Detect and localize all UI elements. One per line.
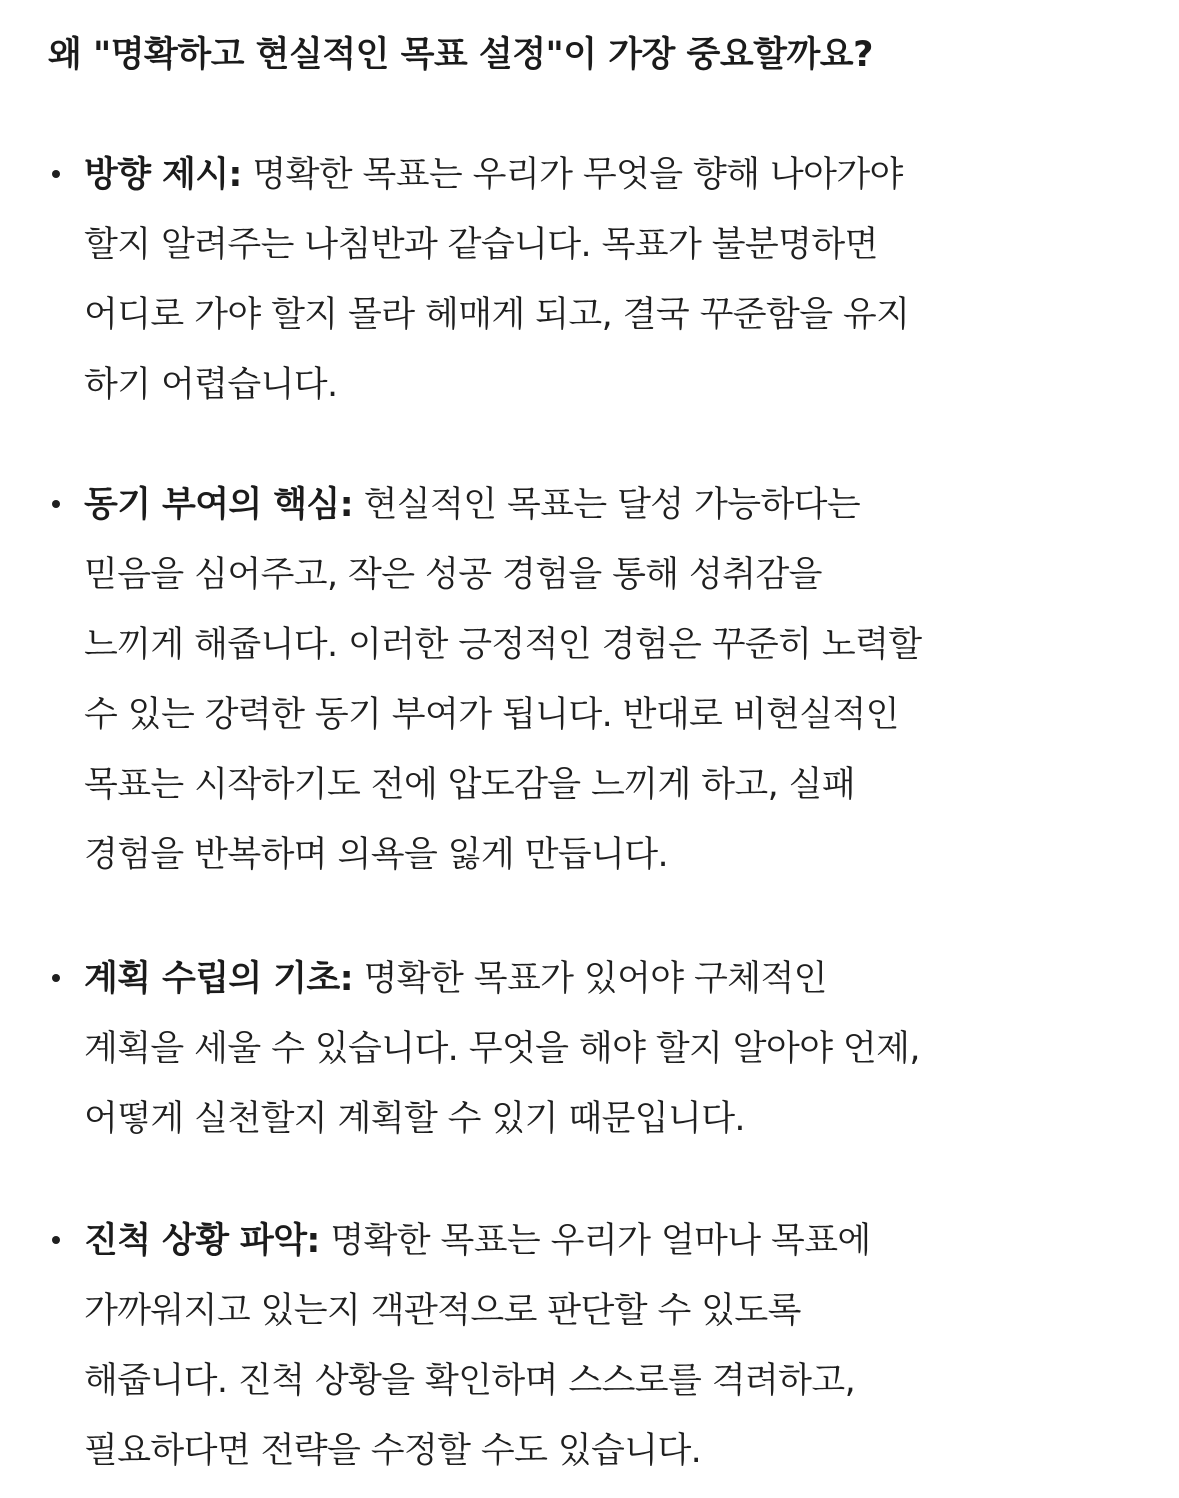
bullet-icon	[52, 974, 60, 982]
item-line	[84, 1206, 1144, 1276]
item-text: 현실적인 목표는 달성 가능하다는	[363, 485, 861, 525]
item-line: 수 있는 강력한 동기 부여가 됩니다. 반대로 비현실적인	[84, 695, 899, 735]
item-line: 필요하다면 전략을 수정할 수도 있습니다.	[84, 1431, 702, 1471]
item-term: 방향 제시:	[84, 155, 242, 195]
section-heading: 왜 "명확하고 현실적인 목표 설정"이 가장 중요할까요?	[48, 35, 873, 75]
item-line: 하기 어렵습니다.	[84, 365, 338, 405]
list-item-motivation	[84, 470, 1144, 890]
list-item-progress	[84, 1206, 1144, 1486]
bullet-icon	[52, 170, 60, 178]
item-term: 진척 상황 파악:	[84, 1221, 320, 1261]
bullet-icon	[52, 1236, 60, 1244]
item-line: 해줍니다. 진척 상황을 확인하며 스스로를 격려하고,	[84, 1361, 856, 1401]
item-text: 명확한 목표는 우리가 얼마나 목표에	[330, 1221, 871, 1261]
item-line	[84, 944, 1144, 1014]
list-item-direction	[84, 140, 1144, 420]
item-line: 어떻게 실천할지 계획할 수 있기 때문입니다.	[84, 1099, 745, 1139]
item-text: 명확한 목표가 있어야 구체적인	[363, 959, 827, 999]
item-line: 경험을 반복하며 의욕을 잃게 만듭니다.	[84, 835, 668, 875]
item-line: 느끼게 해줍니다. 이러한 긍정적인 경험은 꾸준히 노력할	[84, 625, 922, 665]
item-text: 명확한 목표는 우리가 무엇을 향해 나아가야	[252, 155, 903, 195]
item-line: 어디로 가야 할지 몰라 헤매게 되고, 결국 꾸준함을 유지	[84, 295, 910, 335]
bullet-icon	[52, 500, 60, 508]
item-term: 동기 부여의 핵심:	[84, 485, 354, 525]
item-line: 가까워지고 있는지 객관적으로 판단할 수 있도록	[84, 1291, 801, 1331]
item-line	[84, 470, 1144, 540]
item-line: 목표는 시작하기도 전에 압도감을 느끼게 하고, 실패	[84, 765, 856, 805]
item-line: 계획을 세울 수 있습니다. 무엇을 해야 할지 알아야 언제,	[84, 1029, 920, 1069]
item-term: 계획 수립의 기초:	[84, 959, 354, 999]
item-line	[84, 140, 1144, 210]
list-item-planning	[84, 944, 1144, 1154]
item-line: 믿음을 심어주고, 작은 성공 경험을 통해 성취감을	[84, 555, 822, 595]
item-line: 할지 알려주는 나침반과 같습니다. 목표가 불분명하면	[84, 225, 878, 265]
